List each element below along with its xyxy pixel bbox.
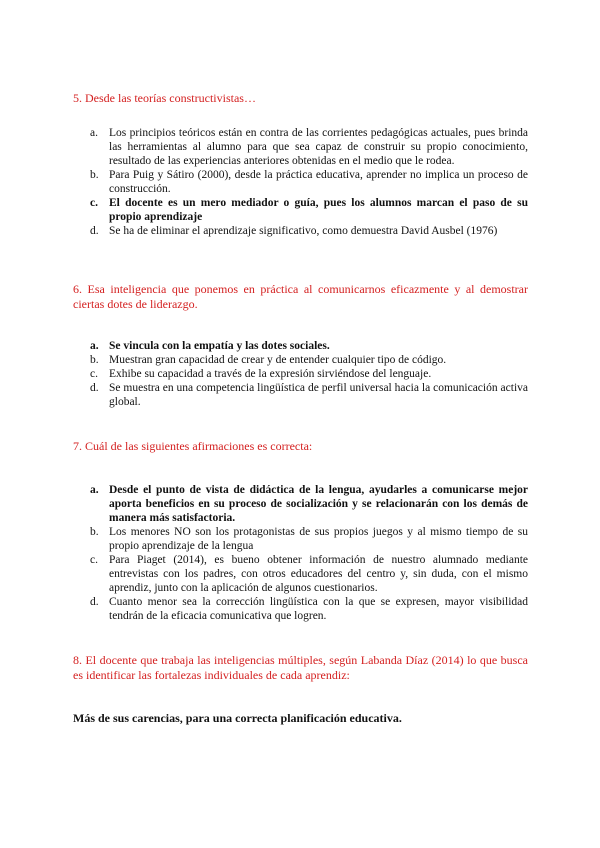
option-letter: c.: [90, 197, 98, 209]
question-7-option-c: [73, 553, 528, 595]
question-6-option-c: [73, 367, 528, 381]
question-7-options: [73, 483, 528, 623]
question-7-option-b: [73, 525, 528, 553]
question-7-title: 7. Cuál de las siguientes afirmaciones es correcta:: [73, 439, 313, 453]
question-5-option-a: [73, 126, 528, 168]
question-6-option-a-correct: [73, 339, 528, 353]
option-text: Se muestra en una competencia lingüística de perfil universal hacia la comunicación activa global.: [109, 382, 528, 408]
option-letter: c.: [90, 554, 98, 566]
option-text: Exhibe su capacidad a través de la expresión sirviéndose del lenguaje.: [109, 368, 432, 380]
option-text: Para Puig y Sátiro (2000), desde la práctica educativa, aprender no implica un proceso de construcción.: [109, 169, 528, 195]
option-letter: b.: [90, 354, 99, 366]
option-text: Se ha de eliminar el aprendizaje significativo, como demuestra David Ausbel (1976): [109, 225, 498, 237]
question-5-option-c-correct: [73, 196, 528, 224]
option-letter: c.: [90, 368, 98, 380]
option-letter: d.: [90, 382, 99, 394]
option-letter: b.: [90, 526, 99, 538]
question-5-option-b: [73, 168, 528, 196]
option-text: Para Piaget (2014), es bueno obtener información de nuestro alumnado mediante entrevistas con los padres, con otros educadores del centro y, sin duda, con el mismo aprendiz, junto con la aplicación de algunos cuestionarios.: [109, 554, 528, 594]
question-5-title: 5. Desde las teorías constructivistas…: [73, 91, 256, 105]
question-7-option-a-correct: [73, 483, 528, 525]
option-text: Los menores NO son los protagonistas de sus propios juegos y al mismo tiempo de su propio aprendizaje de la lengua: [109, 526, 528, 552]
question-5-options: [73, 126, 528, 238]
option-letter: a.: [90, 484, 99, 496]
option-text: Desde el punto de vista de didáctica de la lengua, ayudarles a comunicarse mejor aporta beneficios en su proceso de socialización y se relacionarán con los demás de manera más satisfactoria.: [109, 484, 528, 524]
question-6-option-d: [73, 381, 528, 409]
question-5-option-d: [73, 224, 528, 238]
option-text: Cuanto menor sea la corrección lingüística con la que se expresen, mayor visibilidad tendrán de la eficacia comunicativa que logren.: [109, 596, 528, 622]
option-text: El docente es un mero mediador o guía, pues los alumnos marcan el paso de su propio aprendizaje: [109, 197, 528, 223]
question-8-answer: Más de sus carencias, para una correcta planificación educativa.: [73, 711, 402, 725]
option-letter: a.: [90, 340, 99, 352]
option-text: Se vincula con la empatía y las dotes sociales.: [109, 340, 330, 352]
option-letter: d.: [90, 225, 99, 237]
question-6-options: [73, 339, 528, 409]
option-text: Muestran gran capacidad de crear y de entender cualquier tipo de código.: [109, 354, 447, 366]
question-6-option-b: [73, 353, 528, 367]
option-letter: b.: [90, 169, 99, 181]
question-6-title: 6. Esa inteligencia que ponemos en práctica al comunicarnos eficazmente y al demostrar ciertas dotes de liderazgo.: [73, 282, 528, 311]
option-letter: a.: [90, 127, 98, 139]
question-7-option-d: [73, 595, 528, 623]
question-8-title: 8. El docente que trabaja las inteligencias múltiples, según Labanda Díaz (2014) lo que busca es identificar las fortalezas individuales de cada aprendiz:: [73, 653, 528, 682]
option-letter: d.: [90, 596, 99, 608]
option-text: Los principios teóricos están en contra de las corrientes pedagógicas actuales, pues brinda las herramientas al alumno para que sea capaz de construir su propio conocimiento, resultado de las experiencias anteriores obtenidas en el medio que le rodea.: [109, 127, 528, 167]
